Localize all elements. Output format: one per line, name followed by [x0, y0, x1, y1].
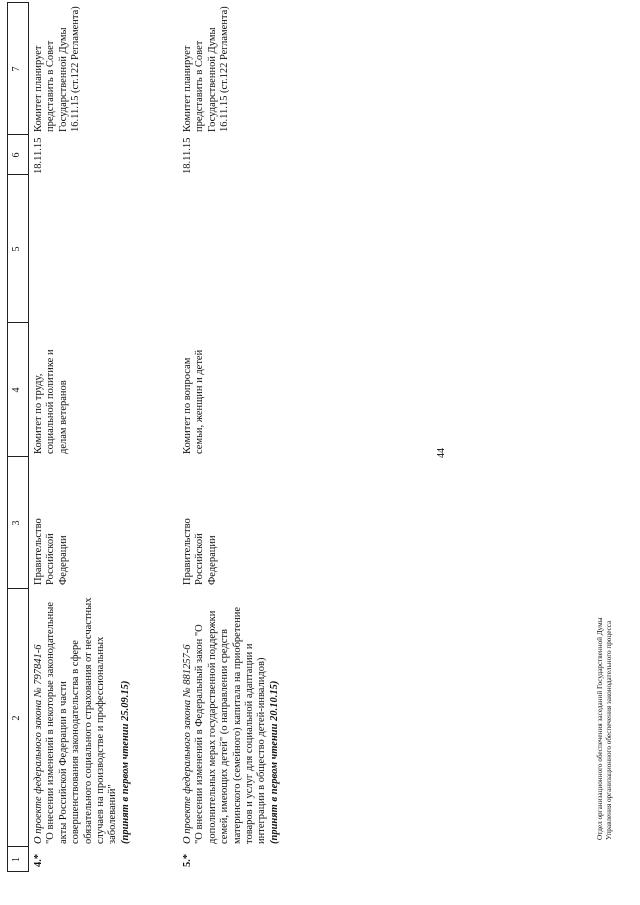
page-number: 44 — [436, 448, 447, 458]
status-note: Комитет планирует представить в Совет Государственной Думы 16.11.15 (ст.122 Регламента) — [33, 6, 82, 132]
col-header-1: 1 — [11, 857, 22, 862]
row-number: 4.* — [33, 853, 44, 867]
initiator: Правительство Российской Федерации — [182, 518, 218, 585]
bill-description — [33, 591, 132, 844]
col-header-6: 6 — [11, 152, 22, 158]
bill-title: О проекте федерального закона № 881257-6 — [182, 644, 193, 844]
footer — [596, 617, 614, 840]
committee: Комитет по вопросам семьи, женщин и детей — [182, 349, 206, 454]
reading-note: (принят в первом чтении 20.10.15) — [268, 680, 280, 844]
date: 18.11.15 — [182, 137, 193, 174]
footer-line-1: Отдел организационного обеспечения заседаний Государственной Думы — [596, 617, 604, 840]
col-header-5: 5 — [11, 246, 22, 252]
committee: Комитет по труду, социальной политике и делам ветеранов — [33, 349, 69, 454]
initiator: Правительство Российской Федерации — [33, 518, 69, 585]
bill-description — [182, 591, 281, 844]
bill-body: "О внесении изменений в Федеральный закон "О дополнительных мерах государственной поддержки семей, имеющих детей" (о направлении средств материнского (семейного) капитала на приобретение товаров и услуг для социальной адаптации и интеграции в общество детей-инвалидов) — [194, 607, 268, 844]
col-header-2: 2 — [11, 715, 22, 721]
date: 18.11.15 — [33, 137, 44, 174]
col-header-4: 4 — [11, 387, 22, 393]
row-number: 5.* — [182, 853, 193, 867]
reading-note: (принят в первом чтении 25.09.15) — [119, 680, 131, 844]
bill-title: О проекте федерального закона № 797841-6 — [33, 644, 44, 844]
footer-line-2: Управления организационного обеспечения законодательного процесса — [605, 620, 613, 840]
status-note: Комитет планирует представить в Совет Государственной Думы 16.11.15 (ст.122 Регламента) — [182, 6, 231, 132]
col-header-7: 7 — [11, 66, 22, 72]
col-header-3: 3 — [11, 520, 22, 526]
bill-body: "О внесении изменений в некоторые законодательные акты Российской Федерации в части совершенствования законодательства в сфере обязательного социального страхования от несчастных случаев на производстве и профессиональных заболеваний" — [45, 597, 119, 844]
